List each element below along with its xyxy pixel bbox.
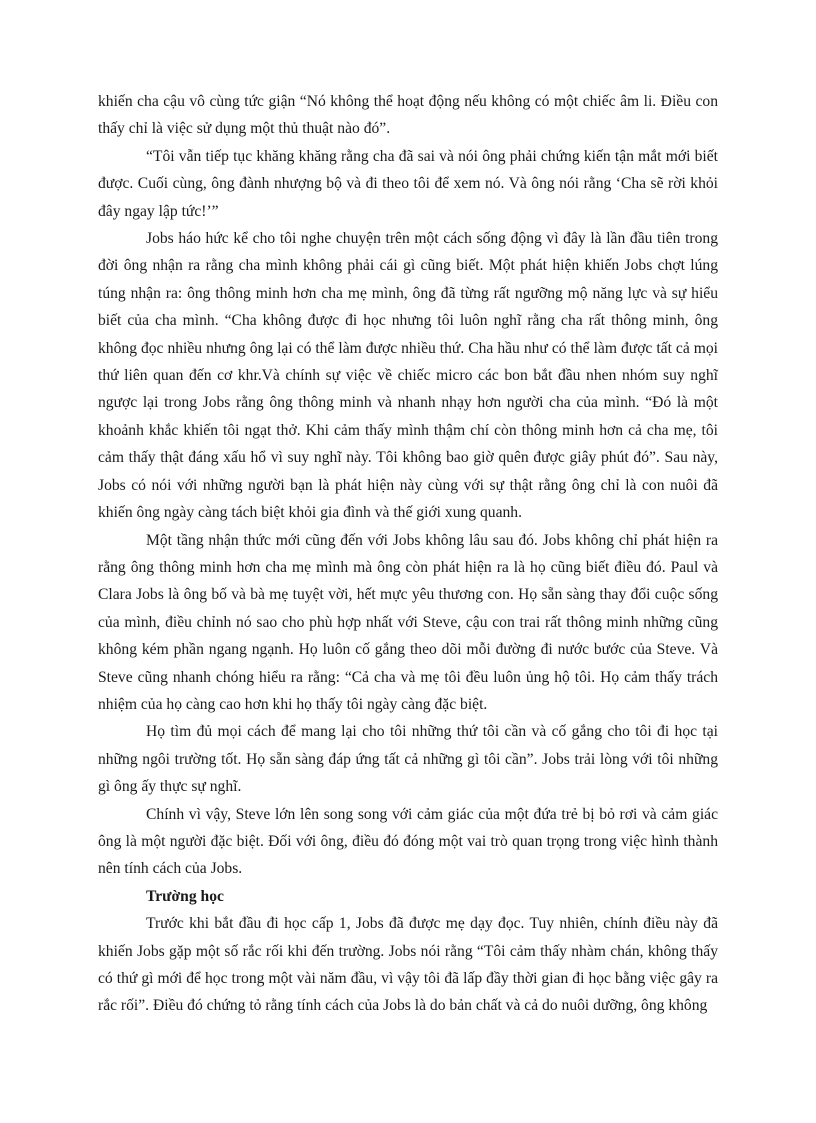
paragraph-continuation: khiến cha cậu vô cùng tức giận “Nó không thể hoạt động nếu không có một chiếc âm li. Điều con thấy chỉ là việc sử dụng một thủ thuật nào đó”. [98,93,718,138]
paragraph-school-start: Trước khi bắt đầu đi học cấp 1, Jobs đã được mẹ dạy đọc. Tuy nhiên, chính điều này đã khiến Jobs gặp một số rắc rối khi đến trường. Jobs nói rằng “Tôi cảm thấy nhàm chán, không thấy có thứ gì mới để học trong một vài năm đầu, vì vậy tôi đã lấp đầy thời gian đi học bằng việc gây ra rắc rối”. Điều đó chứng tỏ rằng tính cách của Jobs là do bản chất và cả do nuôi dưỡng, ông không [98,915,718,1015]
paragraph-abandoned-special: Chính vì vậy, Steve lớn lên song song với cảm giác của một đứa trẻ bị bỏ rơi và cảm giác ông là một người đặc biệt. Đối với ông, điều đó đóng một vai trò quan trọng trong việc hình thành nên tính cách của Jobs. [98,805,718,878]
paragraph-father-realization: Jobs háo hức kể cho tôi nghe chuyện trên một cách sống động vì đây là lần đầu tiên trong đời ông nhận ra rằng cha mình không phải cái gì cũng biết. Một phát hiện khiến Jobs chợt lúng túng nhận ra: ông thông minh hơn cha mẹ mình, ông đã từng rất ngưỡng mộ năng lực và sự hiểu biết của cha mình. “Cha không được đi học nhưng tôi luôn nghĩ rằng cha rất thông minh, ông không đọc nhiều nhưng ông lại có thể làm được nhiều thứ. Cha hầu như có thể làm được tất cả mọi thứ liên quan đến cơ khr.Và chính sự việc về chiếc micro các bon bắt đầu nhen nhóm suy nghĩ ngược lại trong Jobs rằng ông thông minh và nhanh nhạy hơn người cha của mình. “Đó là một khoảnh khắc khiến tôi ngạt thở. Khi cảm thấy mình thậm chí còn thông minh hơn cả cha mẹ, tôi cảm thấy thật đáng xấu hổ vì suy nghĩ này. Tôi không bao giờ quên được giây phút đó”. Sau này, Jobs có nói với những người bạn là phát hiện này cùng với sự thật rằng ông chỉ là con nuôi đã khiến ông ngày càng tách biệt khỏi gia đình và thế giới xung quanh. [98,230,718,522]
paragraph-parents-support: Họ tìm đủ mọi cách để mang lại cho tôi những thứ tôi cần và cố gắng cho tôi đi học tại những ngôi trường tốt. Họ sẵn sàng đáp ứng tất cả những gì tôi cần”. Jobs trải lòng với tôi những gì ông ấy thực sự nghĩ. [98,723,718,796]
paragraph-new-awareness: Một tầng nhận thức mới cũng đến với Jobs không lâu sau đó. Jobs không chỉ phát hiện ra rằng ông thông minh hơn cha mẹ mình mà ông còn phát hiện ra là họ cũng biết điều đó. Paul và Clara Jobs là ông bố và bà mẹ tuyệt vời, hết mực yêu thương con. Họ sẵn sàng thay đổi cuộc sống của mình, điều chỉnh nó sao cho phù hợp nhất với Steve, cậu con trai rất thông minh những cũng không kém phần ngang ngạnh. Họ luôn cố gắng theo dõi mỗi đường đi nước bước của Steve. Và Steve cũng nhanh chóng hiểu ra rằng: “Cả cha và mẹ tôi đều luôn ủng hộ tôi. Họ cảm thấy trách nhiệm của họ càng cao hơn khi họ thấy tôi ngày càng đặc biệt. [98,531,718,713]
document-page [98,88,718,1020]
paragraph-insistence-quote: “Tôi vẫn tiếp tục khăng khăng rằng cha đã sai và nói ông phải chứng kiến tận mắt mới biết được. Cuối cùng, ông đành nhượng bộ và đi theo tôi để xem nó. Và ông nói rằng ‘Cha sẽ rời khỏi đây ngay lập tức!’” [98,147,718,220]
section-heading-school: Trường học [146,887,224,905]
